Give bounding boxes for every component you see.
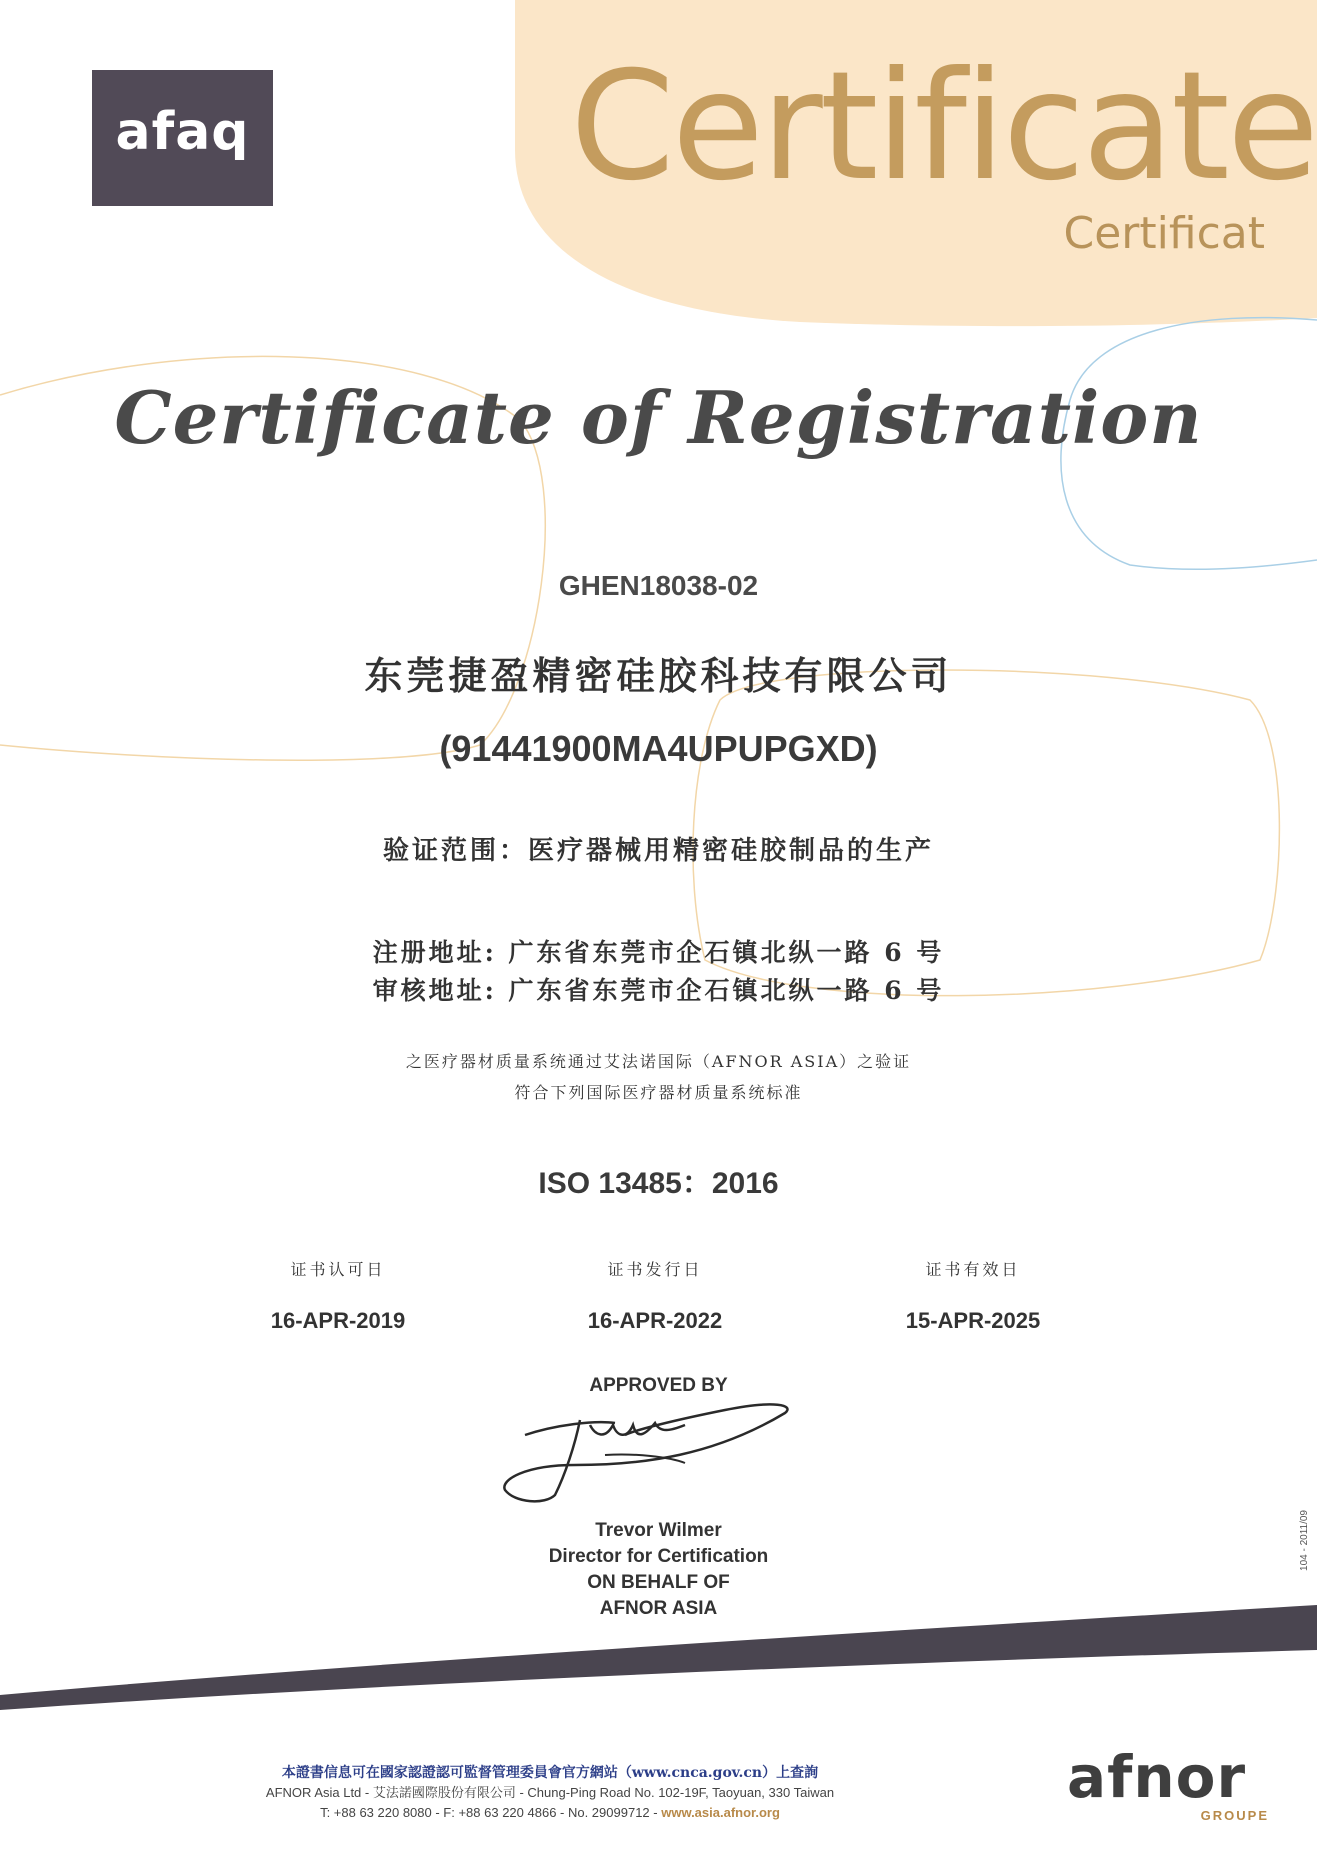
date-value: 16-APR-2022 xyxy=(587,1308,723,1333)
afnor-logo-groupe: GROUPE xyxy=(1200,1808,1269,1823)
approved-by-label: APPROVED BY xyxy=(589,1375,728,1396)
iso-standard: ISO 13485：2016 xyxy=(538,1167,779,1200)
signature-image xyxy=(495,1395,815,1515)
signer-name: Trevor Wilmer xyxy=(595,1520,722,1541)
date-approval xyxy=(188,1257,488,1334)
date-expiry xyxy=(823,1257,1123,1334)
audit-address: 审核地址: 广东省东莞市企石镇北纵一路 6 号 xyxy=(372,976,945,1005)
certificate-heading: Certificate xyxy=(570,40,1317,214)
company-code: (91441900MA4UPUPGXD) xyxy=(439,728,878,769)
footer-phone: T: +88 63 220 8080 - F: +88 63 220 4866 - No. 29099712 - xyxy=(320,1805,658,1820)
on-behalf-label: ON BEHALF OF xyxy=(587,1572,730,1593)
form-code: 104 - 2011/09 xyxy=(1299,1510,1310,1571)
afaq-logo xyxy=(92,70,273,206)
date-label: 证书认可日 xyxy=(290,1260,386,1279)
date-issue xyxy=(505,1257,805,1334)
signer-position: Director for Certification xyxy=(548,1546,769,1567)
statement-line-2: 符合下列国际医疗器材质量系统标准 xyxy=(514,1083,803,1102)
certificate-number: GHEN18038-02 xyxy=(558,570,759,601)
footer-website-link[interactable]: www.asia.afnor.org xyxy=(661,1805,780,1820)
date-label: 证书发行日 xyxy=(607,1260,703,1279)
page-title: Certificate of Registration xyxy=(114,375,1203,460)
certification-scope: 验证范围：医疗器械用精密硅胶制品的生产 xyxy=(382,836,934,866)
footer-verification-note: 本證書信息可在國家認證認可監督管理委員會官方網站（www.cnca.gov.cn）上查詢 xyxy=(281,1765,819,1781)
footer-text xyxy=(140,1763,960,1823)
afaq-logo-text: afaq xyxy=(115,102,250,162)
footer-contact xyxy=(140,1803,960,1823)
date-value: 15-APR-2025 xyxy=(905,1308,1041,1333)
footer-address: AFNOR Asia Ltd - 艾法諾國際股份有限公司 - Chung-Ping Road No. 102-19F, Taoyuan, 330 Taiwan xyxy=(265,1785,835,1800)
afnor-logo-word: afnor xyxy=(1067,1743,1247,1811)
certificat-subheading: Certificat xyxy=(1063,208,1265,259)
registered-address: 注册地址: 广东省东莞市企石镇北纵一路 6 号 xyxy=(372,938,945,967)
date-value: 16-APR-2019 xyxy=(270,1308,406,1333)
statement-line-1: 之医疗器材质量系统通过艾法诺国际（AFNOR ASIA）之验证 xyxy=(405,1052,912,1071)
afnor-logo xyxy=(1067,1743,1277,1823)
footer-swoosh-band xyxy=(0,1600,1317,1710)
date-label: 证书有效日 xyxy=(925,1260,1021,1279)
signer-organization: AFNOR ASIA xyxy=(599,1598,718,1619)
company-name: 东莞捷盈精密硅胶科技有限公司 xyxy=(364,653,953,698)
